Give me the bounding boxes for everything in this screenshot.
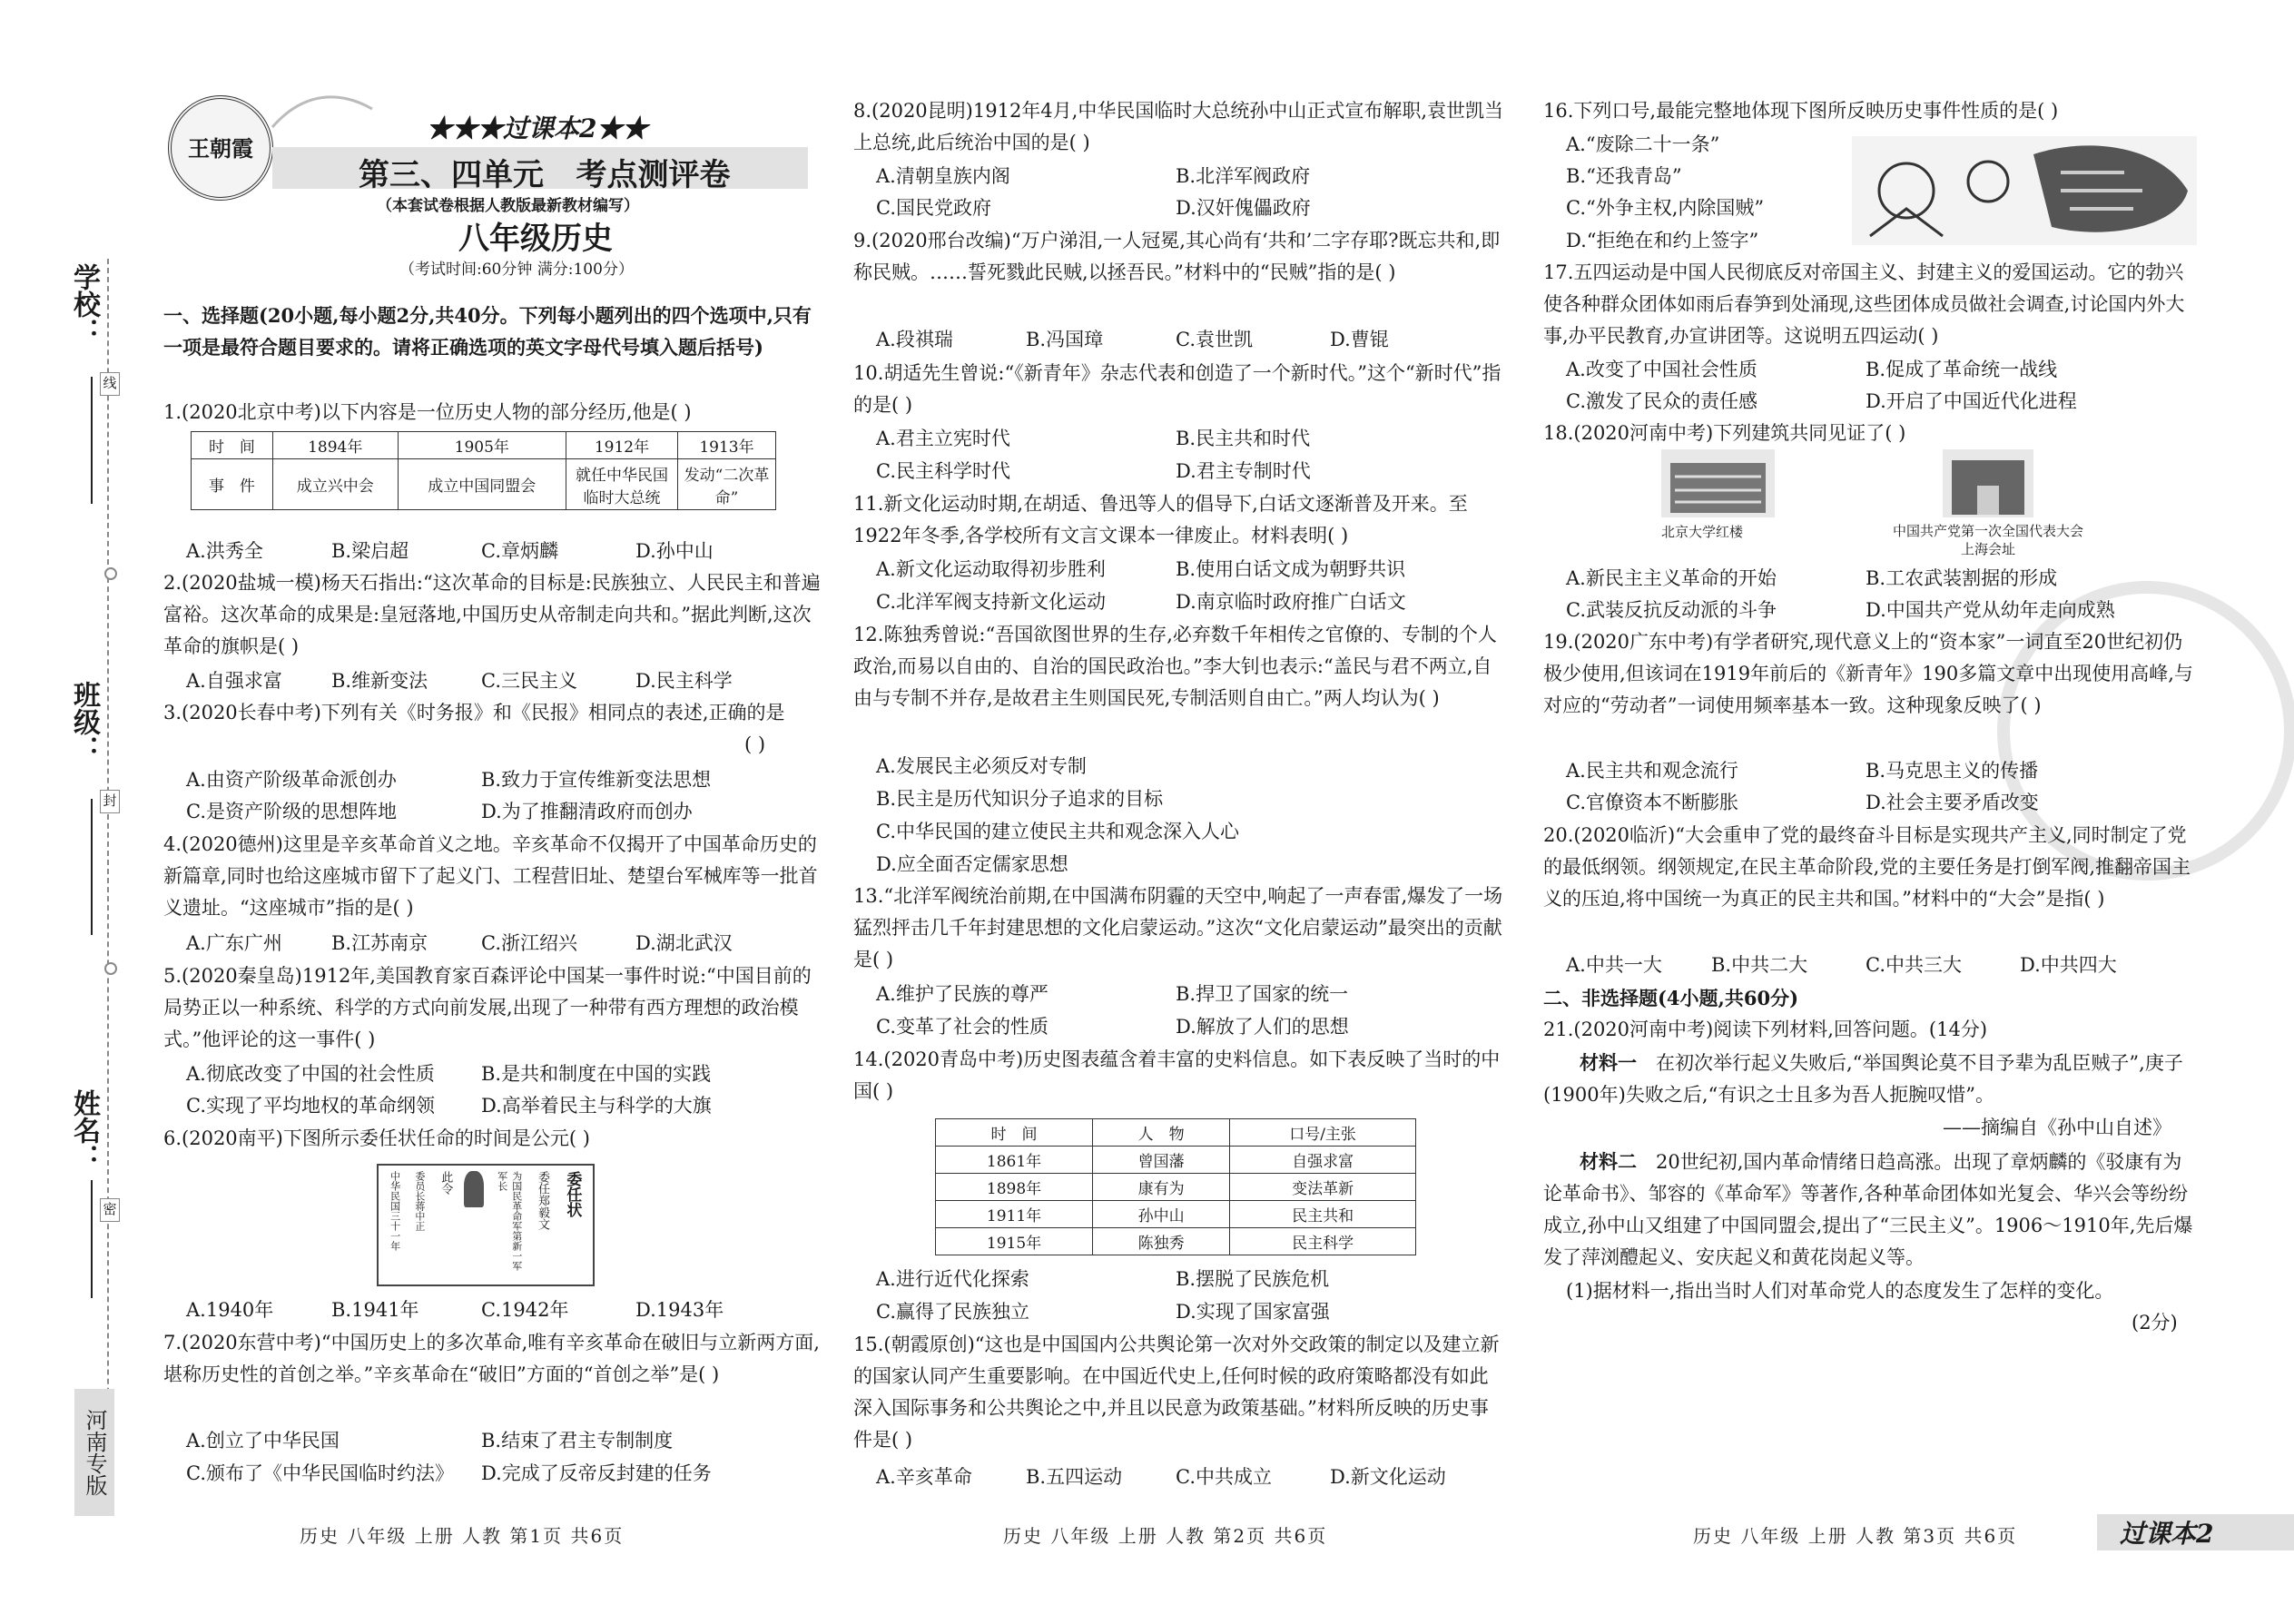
q7-option-b[interactable]: B.结束了君主专制制度	[481, 1430, 674, 1452]
table-cell: 康有为	[1093, 1174, 1230, 1201]
table-cell: 1915年	[936, 1228, 1093, 1255]
q17-option-c[interactable]: C.激发了民众的责任感	[1566, 390, 1757, 412]
q13-option-b[interactable]: B.捍卫了国家的统一	[1176, 983, 1349, 1005]
appointment-document-image	[377, 1164, 595, 1286]
q14-option-c[interactable]: C.赢得了民族独立	[876, 1301, 1029, 1323]
line-word-2: 封	[100, 790, 120, 813]
table-cell: 时 间	[192, 432, 273, 459]
q4-option-c[interactable]: C.浙江绍兴	[481, 932, 577, 954]
q3-text: 3.(2020长春中考)下列有关《时务报》和《民报》相同点的表述,正确的是	[163, 702, 785, 723]
q2-text: 2.(2020盐城一模)杨天石指出:“这次革命的目标是:民族独立、人民民主和普遍富裕。这次革命的成果是:皇冠落地,中国历史从帝制走向共和。”据此判断,这次革命的旗帜是( )	[163, 572, 821, 657]
q8-option-a[interactable]: A.清朝皇族内阁	[876, 165, 1010, 187]
table-cell: 曾国藩	[1093, 1147, 1230, 1174]
subject-title: 八年级历史	[458, 221, 613, 257]
q11-text: 11.新文化运动时期,在胡适、鲁迅等人的倡导下,白话文逐渐普及开来。至1922年冬季,各学校所有文言文课本一律废止。材料表明( )	[853, 493, 1468, 546]
name-line	[91, 1180, 93, 1298]
q11-option-c[interactable]: C.北洋军阀支持新文化运动	[876, 591, 1106, 613]
doc-column: 中华民国三十一年	[389, 1171, 401, 1251]
building-caption-1: 北京大学红楼	[1661, 524, 1744, 540]
q16-text: 16.下列口号,最能完整地体现下图所反映历史事件性质的是( )	[1543, 100, 2059, 122]
footer-brand: 过课本2	[2120, 1519, 2214, 1549]
q7-text: 7.(2020东营中考)“中国历史上的多次革命,唯有辛亥革命在破旧与立新两方面,堪称历史性的首创之举。”辛亥革命在“破旧”方面的“首创之举”是( )	[163, 1332, 820, 1385]
q9-option-b[interactable]: B.冯国璋	[1026, 329, 1104, 350]
q10-option-c[interactable]: C.民主科学时代	[876, 460, 1010, 482]
q12-option-a[interactable]: A.发展民主必须反对专制	[876, 755, 1087, 777]
q4-option-d[interactable]: D.湖北武汉	[635, 932, 733, 954]
q14-table	[935, 1118, 1416, 1255]
q14-option-a[interactable]: A.进行近代化探索	[876, 1268, 1029, 1290]
q20-option-b[interactable]: B.中共二大	[1711, 954, 1808, 976]
q18-option-c[interactable]: C.武装反抗反动派的斗争	[1566, 599, 1777, 621]
q8-option-c[interactable]: C.国民党政府	[876, 197, 991, 219]
section-2-heading: 二、非选择题(4小题,共60分)	[1543, 987, 1799, 1009]
q12-text: 12.陈独秀曾说:“吾国欲图世界的生存,必弃数千年相传之官僚的、专制的个人政治,而易以自由的、自治的国民政治也。”李大钊也表示:“盖民与君不两立,自由与专制不并存,是故君主生则国民死,专制活则自由亡。”两人均认为( )	[853, 624, 1497, 709]
q17-option-d[interactable]: D.开启了中国近代化进程	[1866, 390, 2077, 412]
q6-option-b[interactable]: B.1941年	[331, 1299, 419, 1321]
q1-option-a[interactable]: A.洪秀全	[186, 540, 263, 562]
q21-material-2	[1543, 1146, 2197, 1274]
q10-text: 10.胡适先生曾说:“《新青年》杂志代表和创造了一个新时代。”这个“新时代”指的是( )	[853, 362, 1501, 416]
q6-text: 6.(2020南平)下图所示委任状任命的时间是公元( )	[163, 1127, 590, 1149]
q2-option-c[interactable]: C.三民主义	[481, 670, 577, 692]
class-label: 班级：	[68, 681, 100, 763]
q6-option-d[interactable]: D.1943年	[635, 1299, 724, 1321]
table-cell: 民主共和	[1230, 1201, 1416, 1228]
edition-note: （本套试卷根据人教版最新教材编写）	[377, 197, 639, 215]
exam-info: （考试时间:60分钟 满分:100分）	[399, 261, 634, 279]
table-cell: 口号/主张	[1230, 1119, 1416, 1147]
table-cell: 陈独秀	[1093, 1228, 1230, 1255]
q16-option-d[interactable]: D.“拒绝在和约上签字”	[1566, 230, 1759, 251]
building-image	[1943, 449, 2033, 517]
q14-text: 14.(2020青岛中考)历史图表蕴含着丰富的史料信息。如下表反映了当时的中国( )	[853, 1048, 1501, 1102]
table-cell: 1912年	[566, 432, 678, 459]
logo-emblem-icon	[168, 95, 273, 201]
table-cell: 1911年	[936, 1201, 1093, 1228]
q1-table	[191, 431, 776, 510]
table-cell: 人 物	[1093, 1119, 1230, 1147]
q18-option-d[interactable]: D.中国共产党从幼年走向成熟	[1866, 599, 2115, 621]
q13-option-d[interactable]: D.解放了人们的思想	[1176, 1016, 1349, 1038]
table-cell: 变法革新	[1230, 1174, 1416, 1201]
q2-option-b[interactable]: B.维新变法	[331, 670, 428, 692]
q6-option-a[interactable]: A.1940年	[186, 1299, 274, 1321]
doc-column: 委任郑毅文	[536, 1171, 550, 1230]
q8-option-b[interactable]: B.北洋军阀政府	[1176, 165, 1311, 187]
binding-strip	[0, 0, 159, 1624]
table-cell: 就任中华民国临时大总统	[566, 459, 678, 510]
q6-option-c[interactable]: C.1942年	[481, 1299, 569, 1321]
material-2-text: 20世纪初,国内革命情绪日趋高涨。出现了章炳麟的《驳康有为论革命书》、邹容的《革命军》等著作,各种革命团体如光复会、华兴会等纷纷成立,孙中山又组建了中国同盟会,提出了“三民主义”。1906～1910年,先后爆发了萍浏醴起义、安庆起义和黄花岗起义等。	[1543, 1151, 2193, 1268]
q3-option-a[interactable]: A.由资产阶级革命派创办	[186, 769, 397, 791]
q3-option-d[interactable]: D.为了推翻清政府而创办	[481, 801, 693, 822]
class-line	[91, 799, 93, 935]
table-cell: 1913年	[678, 432, 776, 459]
q13-text: 13.“北洋军阀统治前期,在中国满布阴霾的天空中,响起了一声春雷,爆发了一场猛烈抨击几千年封建思想的文化启蒙运动。”这次“文化启蒙运动”最突出的贡献是( )	[853, 885, 1503, 970]
q4-option-a[interactable]: A.广东广州	[186, 932, 282, 954]
q11-option-a[interactable]: A.新文化运动取得初步胜利	[876, 558, 1106, 580]
material-1-label: 材料一	[1580, 1051, 1637, 1074]
ribbon-icon	[268, 82, 377, 136]
school-label: 学校：	[68, 263, 100, 345]
footer-page-2: 历史 八年级 上册 人教 第2页 共6页	[1003, 1525, 1328, 1547]
q7-option-d[interactable]: D.完成了反帝反封建的任务	[481, 1462, 712, 1484]
q17-option-a[interactable]: A.改变了中国社会性质	[1566, 359, 1757, 380]
q10-option-d[interactable]: D.君主专制时代	[1176, 460, 1311, 482]
q15-option-d[interactable]: D.新文化运动	[1330, 1466, 1446, 1488]
line-word-1: 线	[100, 372, 120, 396]
material-2-label: 材料二	[1580, 1150, 1637, 1173]
q20-option-a[interactable]: A.中共一大	[1566, 954, 1662, 976]
q9-option-a[interactable]: A.段祺瑞	[876, 329, 953, 350]
q14-option-b[interactable]: B.摆脱了民族危机	[1176, 1268, 1330, 1290]
table-cell: 事 件	[192, 459, 273, 510]
q12-option-b[interactable]: B.民主是历代知识分子追求的目标	[876, 788, 1164, 810]
q3-option-c[interactable]: C.是资产阶级的思想阵地	[186, 801, 397, 822]
doc-column: 委任状	[563, 1171, 582, 1217]
q3-answer-bracket: ( )	[744, 733, 766, 755]
q10-option-a[interactable]: A.君主立宪时代	[876, 428, 1010, 449]
q15-text: 15.(朝霞原创)“这也是中国国内公共舆论第一次对外交政策的制定以及建立新的国家认同产生重要影响。在中国近代史上,任何时候的政府策略都没有如此深入国际事务和公共舆论之中,并且以民意为政策基础。”材料所反映的历史事件是( )	[853, 1334, 1500, 1451]
hole-icon	[104, 567, 117, 580]
q17-option-b[interactable]: B.促成了革命统一战线	[1866, 359, 2058, 380]
q5-option-b[interactable]: B.是共和制度在中国的实践	[481, 1063, 712, 1085]
q9-option-c[interactable]: C.袁世凯	[1176, 329, 1253, 350]
q16-option-c[interactable]: C.“外争主权,内除国贼”	[1566, 197, 1765, 219]
table-cell: 自强求富	[1230, 1147, 1416, 1174]
q21-material-1	[1543, 1047, 2197, 1111]
cartoon-image	[1852, 136, 2197, 245]
q1-option-b[interactable]: B.梁启超	[331, 540, 409, 562]
material-1-text: 在初次举行起义失败后,“举国舆论莫不目予辈为乱臣贼子”,庚子(1900年)失败之后,“有识之士且多为吾人扼腕叹惜”。	[1543, 1052, 2183, 1106]
q1-text: 1.(2020北京中考)以下内容是一位历史人物的部分经历,他是( )	[163, 401, 692, 423]
name-label: 姓名：	[68, 1089, 100, 1171]
q9-text: 9.(2020邢台改编)“万户涕泪,一人冠冕,其心尚有‘共和’二字存耶?既忘共和,即称民贼。……誓死戮此民贼,以拯吾民。”材料中的“民贼”指的是( )	[853, 230, 1501, 283]
q5-option-c[interactable]: C.实现了平均地权的革命纲领	[186, 1095, 435, 1117]
q7-option-a[interactable]: A.创立了中华民国	[186, 1430, 340, 1452]
table-cell: 1861年	[936, 1147, 1093, 1174]
q16-option-a[interactable]: A.“废除二十一条”	[1566, 133, 1720, 155]
table-cell: 成立兴中会	[272, 459, 398, 510]
q21-subquestion-1-score: (2分)	[2132, 1312, 2178, 1334]
q15-option-b[interactable]: B.五四运动	[1026, 1466, 1123, 1488]
q12-option-d[interactable]: D.应全面否定儒家思想	[876, 853, 1068, 875]
q18-text: 18.(2020河南中考)下列建筑共同见证了( )	[1543, 422, 1906, 444]
q8-text: 8.(2020昆明)1912年4月,中华民国临时大总统孙中山正式宣布解职,袁世凯当上总统,此后统治中国的是( )	[853, 100, 1504, 153]
q19-text: 19.(2020广东中考)有学者研究,现代意义上的“资本家”一词直至20世纪初仍极少使用,但该词在1919年前后的《新青年》190多篇文章中出现使用高峰,与对应的“劳动者”一词使用频率基本一致。这种现象反映了( )	[1543, 631, 2193, 716]
school-line	[91, 377, 93, 504]
doc-column: 此令	[438, 1171, 453, 1195]
q10-option-b[interactable]: B.民主共和时代	[1176, 428, 1311, 449]
building-caption-2: 中国共产党第一次全国代表大会上海会址	[1893, 523, 2084, 557]
q14-option-d[interactable]: D.实现了国家富强	[1176, 1301, 1330, 1323]
cut-line	[107, 259, 111, 1475]
q16-option-b[interactable]: B.“还我青岛”	[1566, 165, 1682, 187]
q18-option-a[interactable]: A.新民主主义革命的开始	[1566, 567, 1777, 589]
q13-option-a[interactable]: A.维护了民族的尊严	[876, 983, 1049, 1005]
section-1-heading: 一、选择题(20小题,每小题2分,共40分。下列每小题列出的四个选项中,只有一项是最符合题目要求的。请将正确选项的英文字母代号填入题后括号)	[163, 304, 812, 359]
q19-option-a[interactable]: A.民主共和观念流行	[1566, 760, 1738, 782]
q4-text: 4.(2020德州)这里是辛亥革命首义之地。辛亥革命不仅揭开了中国革命历史的新篇章,同时也给这座城市留下了起义门、工程营旧址、楚望台军械库等一批首义遗址。“这座城市”指的是( )	[163, 833, 818, 919]
q21-text: 21.(2020河南中考)阅读下列材料,回答问题。(14分)	[1543, 1019, 1988, 1040]
q8-option-d[interactable]: D.汉奸傀儡政府	[1176, 197, 1311, 219]
q21-subquestion-1: (1)据材料一,指出当时人们对革命党人的态度发生了怎样的变化。	[1566, 1280, 2114, 1302]
table-cell: 1894年	[272, 432, 398, 459]
hole-icon	[104, 962, 117, 975]
q11-option-b[interactable]: B.使用白话文成为朝野共识	[1176, 558, 1406, 580]
q5-text: 5.(2020秦皇岛)1912年,美国教育家百森评论中国某一事件时说:“中国目前的局势正以一种系统、科学的方式向前发展,出现了一种带有西方理想的政治模式。”他评论的这一事件( )	[163, 965, 812, 1050]
table-cell: 发动“二次革命”	[678, 459, 776, 510]
q20-option-c[interactable]: C.中共三大	[1866, 954, 1962, 976]
page-title: 第三、四单元 考点测评卷	[359, 157, 731, 193]
q20-text: 20.(2020临沂)“大会重申了党的最终奋斗目标是实现共产主义,同时制定了党的最低纲领。纲领规定,在民主革命阶段,党的主要任务是打倒军阀,推翻帝国主义的压迫,将中国统一为真正的民主共和国。”材料中的“大会”是指( )	[1543, 824, 2191, 910]
series-label: ★★★过课本2★★	[427, 113, 648, 143]
q5-option-a[interactable]: A.彻底改变了中国的社会性质	[186, 1063, 435, 1085]
q11-option-d[interactable]: D.南京临时政府推广白话文	[1176, 591, 1406, 613]
edition-badge: 河南专版	[74, 1389, 114, 1516]
building-image	[1661, 449, 1775, 517]
q19-option-b[interactable]: B.马克思主义的传播	[1866, 760, 2039, 782]
q2-option-a[interactable]: A.自强求富	[186, 670, 282, 692]
doc-column: 为国民革命军第新一军军长	[496, 1171, 523, 1271]
q4-option-b[interactable]: B.江苏南京	[331, 932, 428, 954]
q7-option-c[interactable]: C.颁布了《中华民国临时约法》	[186, 1462, 454, 1484]
footer-page-1: 历史 八年级 上册 人教 第1页 共6页	[300, 1525, 625, 1547]
q1-option-c[interactable]: C.章炳麟	[481, 540, 558, 562]
q21-material-1-source: ——摘编自《孙中山自述》	[1943, 1117, 2171, 1138]
q15-option-a[interactable]: A.辛亥革命	[876, 1466, 972, 1488]
table-cell: 时 间	[936, 1119, 1093, 1147]
q18-option-b[interactable]: B.工农武装割据的形成	[1866, 567, 2058, 589]
table-cell: 1898年	[936, 1174, 1093, 1201]
footer-page-3: 历史 八年级 上册 人教 第3页 共6页	[1693, 1525, 2018, 1547]
doc-column: 委员长蒋中正	[413, 1171, 426, 1231]
table-cell: 成立中国同盟会	[398, 459, 566, 510]
q19-option-c[interactable]: C.官僚资本不断膨胀	[1566, 792, 1738, 813]
q2-option-d[interactable]: D.民主科学	[635, 670, 733, 692]
logo-text: 王朝霞	[188, 135, 253, 162]
q5-option-d[interactable]: D.高举着民主与科学的大旗	[481, 1095, 712, 1117]
portrait-icon	[464, 1171, 484, 1207]
q20-option-d[interactable]: D.中共四大	[2020, 954, 2117, 976]
table-cell: 民主科学	[1230, 1228, 1416, 1255]
q19-option-d[interactable]: D.社会主要矛盾改变	[1866, 792, 2039, 813]
q1-option-d[interactable]: D.孙中山	[635, 540, 714, 562]
q13-option-c[interactable]: C.变革了社会的性质	[876, 1016, 1049, 1038]
q3-option-b[interactable]: B.致力于宣传维新变法思想	[481, 769, 712, 791]
line-word-3: 密	[100, 1198, 120, 1222]
table-cell: 1905年	[398, 432, 566, 459]
q9-option-d[interactable]: D.曹锟	[1330, 329, 1389, 350]
q17-text: 17.五四运动是中国人民彻底反对帝国主义、封建主义的爱国运动。它的勃兴使各种群众团体如雨后春笋到处涌现,这些团体成员做社会调查,讨论国内外大事,办平民教育,办宣讲团等。这说明五四运动( )	[1543, 261, 2185, 347]
table-cell: 孙中山	[1093, 1201, 1230, 1228]
q12-option-c[interactable]: C.中华民国的建立使民主共和观念深入人心	[876, 821, 1239, 842]
q15-option-c[interactable]: C.中共成立	[1176, 1466, 1272, 1488]
